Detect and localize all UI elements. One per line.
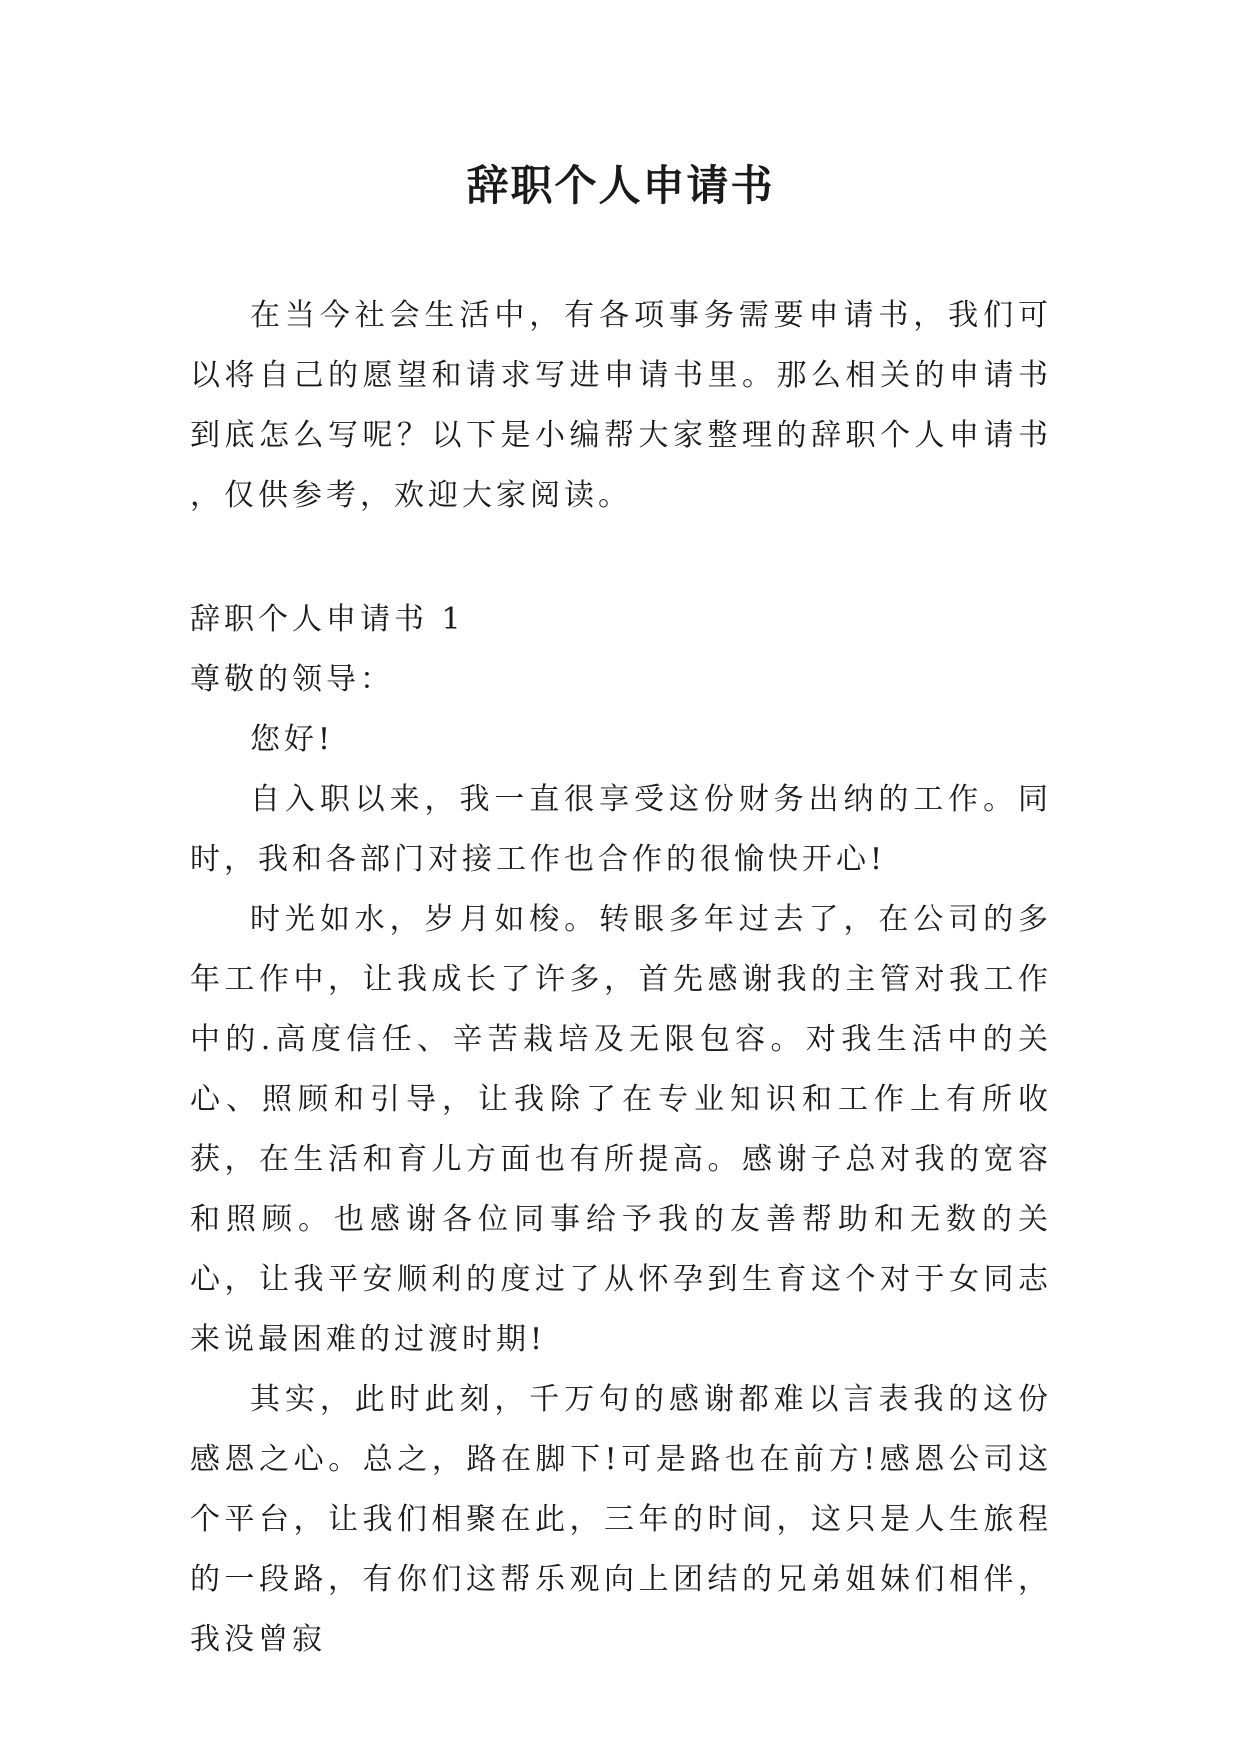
body-paragraph: 时光如水，岁月如梭。转眼多年过去了，在公司的多年工作中，让我成长了许多，首先感谢我的主管对我工作中的.高度信任、辛苦栽培及无限包容。对我生活中的关心、照顾和引导，让我除了在专业知识和工作上有所收获，在生活和育儿方面也有所提高。感谢子总对我的宽容和照顾。也感谢各位同事给予我的友善帮助和无数的关心，让我平安顺利的度过了从怀孕到生育这个对于女同志来说最困难的过渡时期! [190,902,1052,1357]
salutation: 尊敬的领导： [190,662,394,697]
section-heading: 辞职个人申请书 1 [190,602,465,637]
body-paragraph: 其实，此时此刻，千万句的感谢都难以言表我的这份感恩之心。总之，路在脚下!可是路也在前方!感恩公司这个平台，让我们相聚在此，三年的时间，这只是人生旅程的一段路，有你们这帮乐观向上团结的兄弟姐妹们相伴，我没曾寂 [190,1382,1052,1657]
document-title: 辞职个人申请书 [466,161,775,210]
intro-paragraph: 在当今社会生活中，有各项事务需要申请书，我们可以将自己的愿望和请求写进申请书里。那么相关的申请书到底怎么写呢？以下是小编帮大家整理的辞职个人申请书 ，仅供参考，欢迎大家阅读。 [190,298,1052,513]
document-body [190,286,1052,1670]
body-paragraph: 自入职以来，我一直很享受这份财务出纳的工作。同时，我和各部门对接工作也合作的很愉快开心! [190,782,1052,877]
greeting: 您好! [250,722,335,757]
